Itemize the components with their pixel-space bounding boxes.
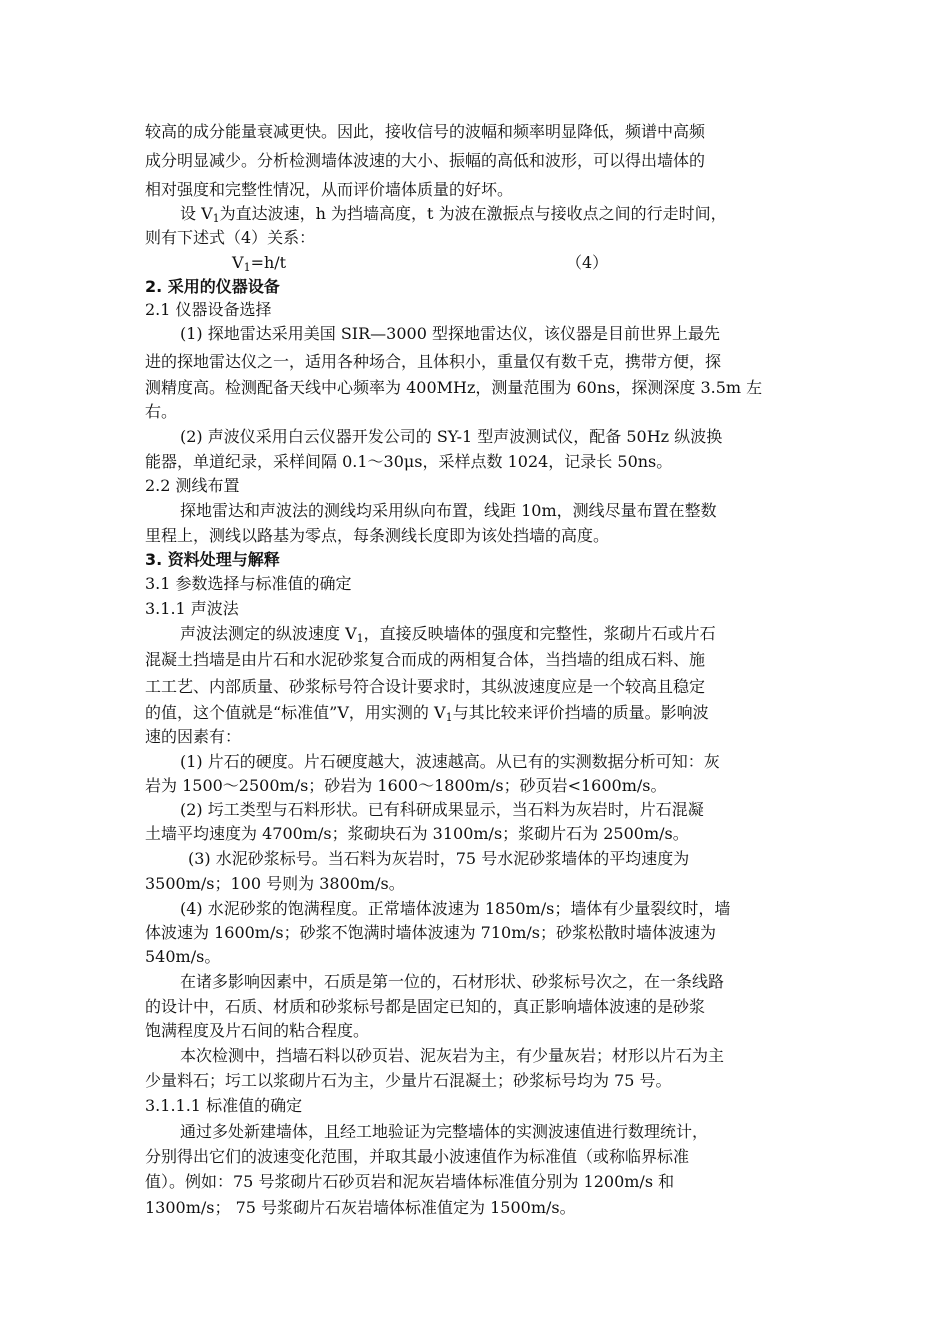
paragraph-line: (1) 片石的硬度。片石硬度越大，波速越高。从已有的实测数据分析可知：灰	[180, 752, 720, 771]
paragraph-line: (3) 水泥砂浆标号。当石料为灰岩时，75 号水泥砂浆墙体的平均速度为	[188, 849, 690, 868]
paragraph-line: 的设计中，石质、材质和砂浆标号都是固定已知的，真正影响墙体波速的是砂浆	[145, 997, 706, 1016]
subscript: 1	[356, 632, 364, 645]
subsection-heading: 3.1 参数选择与标准值的确定	[145, 574, 352, 593]
paragraph-line: 土墙平均速度为 4700m/s；浆砌块石为 3100m/s；浆砌片石为 2500m/s。	[145, 824, 689, 843]
paragraph-line: 值）。例如：75 号浆砌片石砂页岩和泥灰岩墙体标准值分别为 1200m/s 和	[145, 1172, 675, 1191]
paragraph-line: 通过多处新建墙体，且经工地验证为完整墙体的实测波速值进行数理统计，	[180, 1122, 709, 1141]
paragraph-line: 在诸多影响因素中，石质是第一位的，石材形状、砂浆标号次之，在一条线路	[180, 972, 725, 991]
text-run: ，直接反映墙体的强度和完整性，浆砌片石或片石	[363, 624, 716, 643]
paragraph-line: 分别得出它们的波速变化范围，并取其最小波速值作为标准值（或称临界标准	[145, 1147, 690, 1166]
subscript: 1	[212, 212, 220, 225]
paragraph-line: 能器，单道纪录，采样间隔 0.1～30μs，采样点数 1024，记录长 50ns。	[145, 452, 673, 471]
paragraph-line: (2) 圬工类型与石料形状。已有科研成果显示，当石料为灰岩时，片石混凝	[180, 800, 704, 819]
subscript: 1	[445, 711, 453, 724]
paragraph-line	[180, 622, 815, 651]
paragraph-line: 饱满程度及片石间的粘合程度。	[145, 1021, 370, 1040]
paragraph-line: 工工艺、内部质量、砂浆标号符合设计要求时，其纵波速度应是一个较高且稳定	[145, 677, 706, 696]
paragraph-line: 相对强度和完整性情况，从而评价墙体质量的好坏。	[145, 180, 514, 199]
text-run: =h/t	[250, 253, 287, 272]
text-run: 为直达波速，h 为挡墙高度，t 为波在激振点与接收点之间的行走时间，	[219, 204, 727, 223]
subsection-heading: 2.1 仪器设备选择	[145, 300, 272, 319]
paragraph-line: (4) 水泥砂浆的饱满程度。正常墙体波速为 1850m/s；墙体有少量裂纹时，墙	[180, 899, 731, 918]
paragraph-line: 成分明显减少。分析检测墙体波速的大小、振幅的高低和波形，可以得出墙体的	[145, 151, 706, 170]
paragraph-line: 右。	[145, 402, 178, 421]
section-heading: 3. 资料处理与解释	[145, 550, 280, 569]
paragraph-line: 进的探地雷达仪之一，适用各种场合，且体积小，重量仅有数千克，携带方便，探	[145, 352, 722, 371]
subsection-heading: 3.1.1 声波法	[145, 599, 239, 618]
paragraph-line: (1) 探地雷达采用美国 SIR—3000 型探地雷达仪，该仪器是目前世界上最先	[180, 324, 720, 343]
paragraph-line: 较高的成分能量衰减更快。因此，接收信号的波幅和频率明显降低，频谱中高频	[145, 122, 706, 141]
text-run: 声波法测定的纵波速度 V	[180, 624, 357, 643]
text-run: 设 V	[180, 204, 213, 223]
paragraph-line: 少量料石；圬工以浆砌片石为主，少量片石混凝土；砂浆标号均为 75 号。	[145, 1071, 672, 1090]
subsection-heading: 2.2 测线布置	[145, 476, 240, 495]
text-run: 的值，这个值就是“标准值”V，用实测的 V	[145, 703, 446, 722]
paragraph-line: (2) 声波仪采用白云仪器开发公司的 SY-1 型声波测试仪，配备 50Hz 纵波换	[180, 427, 723, 446]
paragraph-line: 速的因素有：	[145, 727, 242, 746]
paragraph-line: 本次检测中，挡墙石料以砂页岩、泥灰岩为主，有少量灰岩；材形以片石为主	[180, 1046, 725, 1065]
paragraph-line: 540m/s。	[145, 947, 221, 966]
section-heading: 2. 采用的仪器设备	[145, 277, 280, 296]
paragraph-line: 测精度高。检测配备天线中心频率为 400MHz，测量范围为 60ns，探测深度 3.5m 左	[145, 378, 763, 397]
paragraph-line: 3500m/s；100 号则为 3800m/s。	[145, 874, 405, 893]
subsection-heading: 3.1.1.1 标准值的确定	[145, 1096, 303, 1115]
text-run: 与其比较来评价挡墙的质量。影响波	[452, 703, 709, 722]
text-run: V	[232, 253, 244, 272]
paragraph-line: 里程上，测线以路基为零点，每条测线长度即为该处挡墙的高度。	[145, 526, 610, 545]
paragraph-line: 岩为 1500～2500m/s；砂岩为 1600～1800m/s；砂页岩<1600m/s。	[145, 776, 667, 795]
paragraph-line: 探地雷达和声波法的测线均采用纵向布置，线距 10m，测线尽量布置在整数	[180, 501, 717, 520]
subscript: 1	[243, 261, 251, 274]
paragraph-line: 体波速为 1600m/s；砂浆不饱满时墙体波速为 710m/s；砂浆松散时墙体波速为	[145, 923, 716, 942]
equation-number: （4）	[566, 253, 609, 272]
paragraph-line: 1300m/s； 75 号浆砌片石灰岩墙体标准值定为 1500m/s。	[145, 1198, 576, 1217]
paragraph-line: 则有下述式（4）关系：	[145, 228, 316, 247]
paragraph-line: 混凝土挡墙是由片石和水泥砂浆复合而成的两相复合体，当挡墙的组成石料、施	[145, 650, 706, 669]
